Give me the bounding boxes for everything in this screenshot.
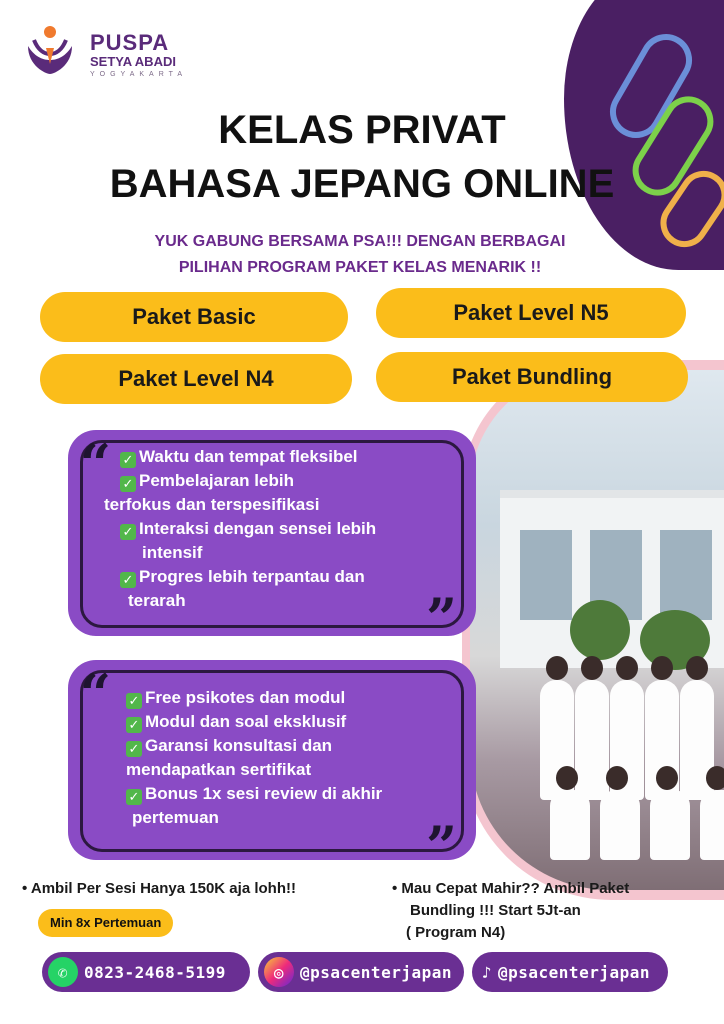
brand-tagline: SETYA ABADI — [90, 54, 176, 69]
list-item: ✓ Bonus 1x sesi review di akhir — [126, 782, 382, 806]
list-item: intensif — [142, 543, 203, 562]
benefits-card — [68, 430, 476, 650]
whatsapp-contact[interactable] — [42, 952, 250, 992]
list-item: pertemuan — [132, 808, 219, 827]
list-item: mendapatkan sertifikat — [126, 760, 312, 779]
instagram-handle: @psacenterjapan — [300, 962, 452, 982]
list-item: ✓ Garansi konsultasi dan — [126, 734, 382, 758]
offer-per-session: • Ambil Per Sesi Hanya 150K aja lohh!! — [22, 880, 296, 897]
subtitle-line1: YUK GABUNG BERSAMA PSA!!! DENGAN BERBAGAI — [154, 233, 566, 250]
check-icon: ✓ — [120, 452, 136, 468]
open-quote-icon: “ — [80, 662, 112, 726]
brand-city: YOGYAKARTA — [90, 71, 188, 78]
tiktok-contact[interactable] — [472, 952, 668, 992]
check-icon: ✓ — [120, 524, 136, 540]
whatsapp-icon: ✆ — [48, 957, 78, 987]
subtitle-line2: PILIHAN PROGRAM PAKET KELAS MENARIK !! — [178, 259, 542, 276]
close-quote-icon: ” — [426, 814, 458, 878]
instagram-icon: ◎ — [264, 957, 294, 987]
check-icon: ✓ — [126, 741, 142, 757]
package-level-n5[interactable]: Paket Level N5 — [376, 288, 686, 338]
list-item: ✓ Pembelajaran lebih — [120, 469, 376, 493]
offer-bundling: • Mau Cepat Mahir?? Ambil Paket Bundling !!! Start 5Jt-an ( Program N4) — [392, 880, 630, 941]
check-icon: ✓ — [120, 572, 136, 588]
package-bundling[interactable]: Paket Bundling — [376, 352, 688, 402]
tiktok-icon: ♪ — [481, 962, 493, 982]
check-icon: ✓ — [126, 717, 142, 733]
min-sessions-badge: Min 8x Pertemuan — [38, 909, 173, 937]
check-icon: ✓ — [126, 693, 142, 709]
list-item: ✓ Modul dan soal eksklusif — [126, 710, 382, 734]
page-title-line1: KELAS PRIVAT — [218, 108, 506, 152]
check-icon: ✓ — [120, 476, 136, 492]
package-basic[interactable]: Paket Basic — [40, 292, 348, 342]
group-photo — [470, 370, 724, 890]
page-title-line2: BAHASA JEPANG ONLINE — [109, 162, 615, 206]
brand-title: PUSPA — [90, 30, 170, 55]
open-quote-icon: “ — [80, 432, 112, 496]
list-item: terfokus dan terspesifikasi — [104, 495, 320, 514]
list-item: terarah — [128, 591, 186, 610]
list-item: ✓ Free psikotes dan modul — [126, 686, 382, 710]
puspa-logo-icon — [20, 18, 80, 78]
list-item: ✓ Interaksi dengan sensei lebih — [120, 517, 376, 541]
bonus-card — [68, 660, 476, 878]
package-level-n4[interactable]: Paket Level N4 — [40, 354, 352, 404]
bonus-list — [126, 686, 382, 830]
instagram-contact[interactable] — [258, 952, 464, 992]
brand-name — [90, 32, 187, 80]
list-item: ✓ Waktu dan tempat fleksibel — [120, 445, 376, 469]
benefits-list — [104, 445, 377, 613]
tiktok-handle: @psacenterjapan — [498, 962, 650, 982]
close-quote-icon: ” — [426, 586, 458, 650]
list-item: ✓ Progres lebih terpantau dan — [120, 565, 376, 589]
phone-number: 0823-2468-5199 — [84, 962, 226, 982]
check-icon: ✓ — [126, 789, 142, 805]
